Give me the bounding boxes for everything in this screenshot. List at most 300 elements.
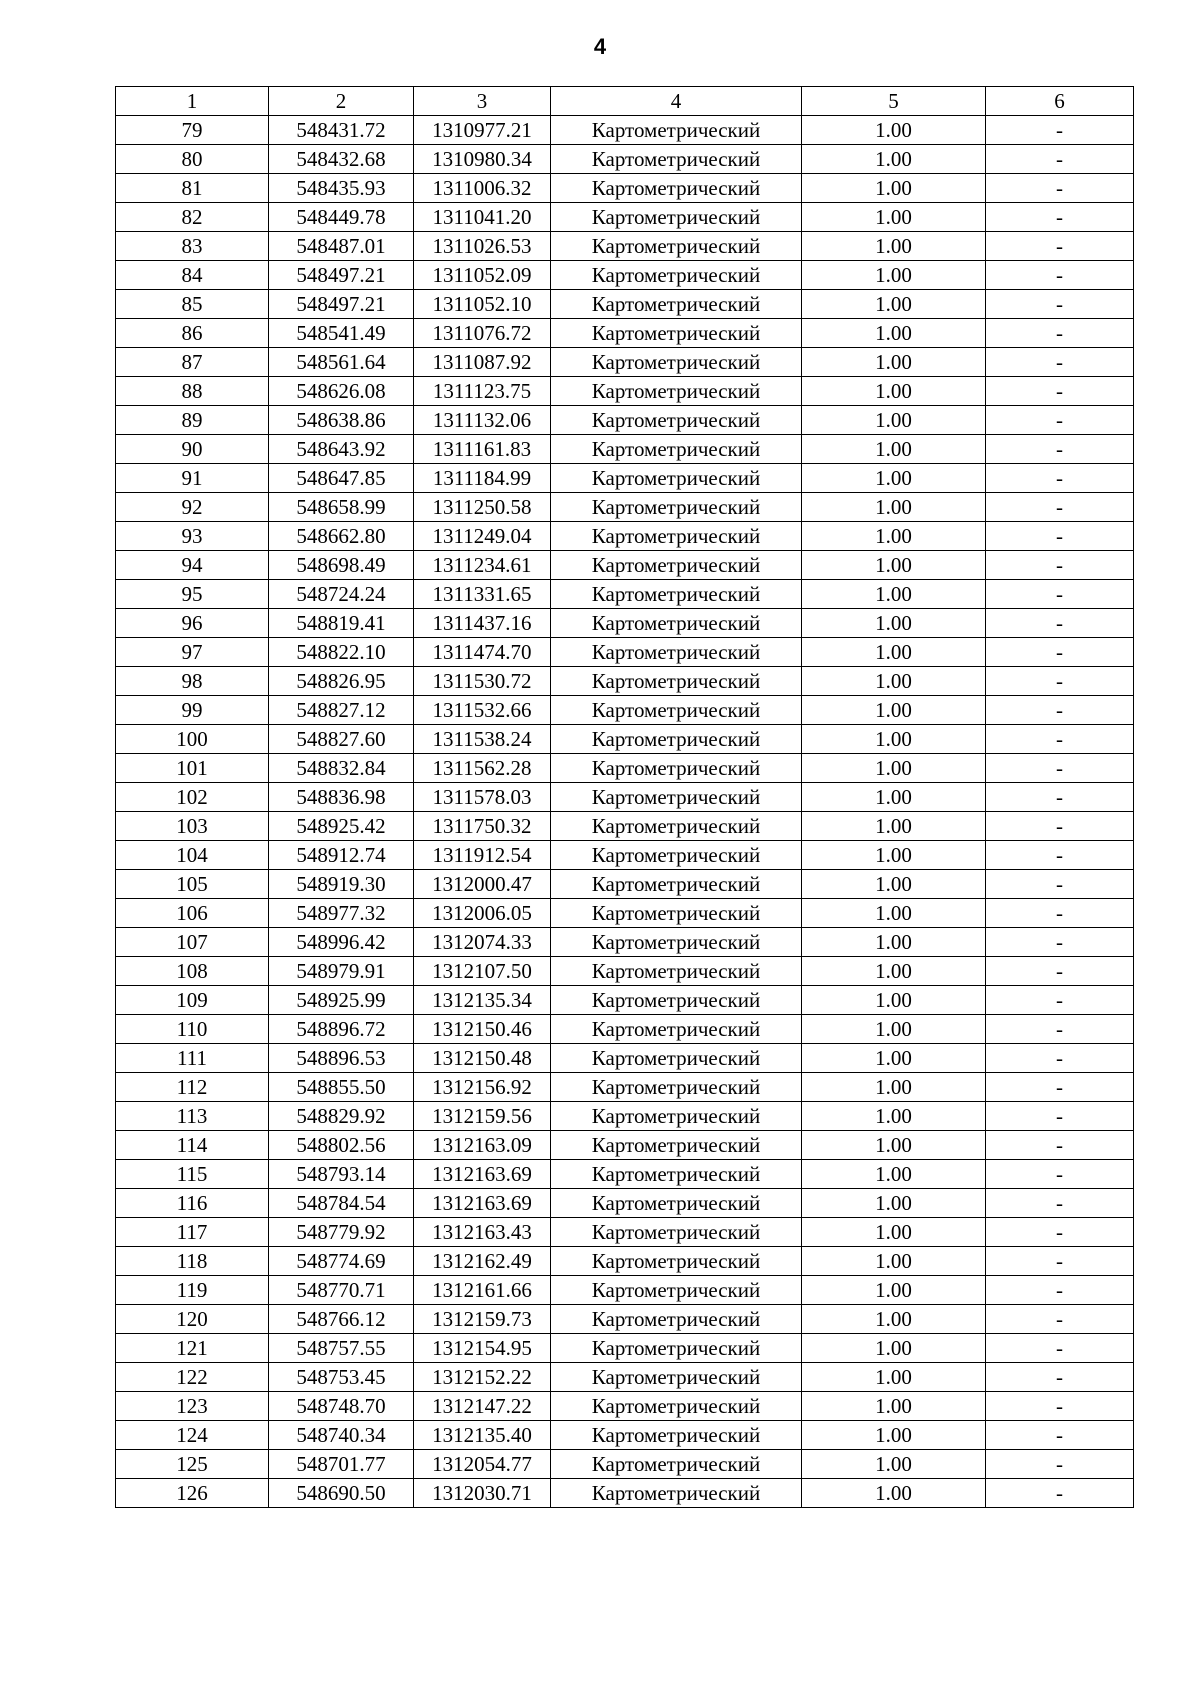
table-row xyxy=(116,319,1134,348)
table-cell: 1.00 xyxy=(802,754,986,783)
table-cell: Картометрический xyxy=(551,1392,802,1421)
table-cell: 1.00 xyxy=(802,957,986,986)
table-cell: 116 xyxy=(116,1189,269,1218)
table-cell: 1311538.24 xyxy=(414,725,551,754)
table-cell: 1312162.49 xyxy=(414,1247,551,1276)
table-cell: Картометрический xyxy=(551,841,802,870)
table-cell: Картометрический xyxy=(551,348,802,377)
table-cell: Картометрический xyxy=(551,290,802,319)
table-cell: 1311052.09 xyxy=(414,261,551,290)
table-cell: 83 xyxy=(116,232,269,261)
table-cell: - xyxy=(986,1015,1134,1044)
table-cell: 88 xyxy=(116,377,269,406)
table-row xyxy=(116,406,1134,435)
table-cell: - xyxy=(986,290,1134,319)
table-cell: 1312054.77 xyxy=(414,1450,551,1479)
column-header: 5 xyxy=(802,87,986,116)
table-row xyxy=(116,638,1134,667)
table-cell: 108 xyxy=(116,957,269,986)
column-header: 4 xyxy=(551,87,802,116)
table-row xyxy=(116,1247,1134,1276)
table-cell: 111 xyxy=(116,1044,269,1073)
table-cell: - xyxy=(986,1392,1134,1421)
table-cell: 85 xyxy=(116,290,269,319)
table-cell: 1311006.32 xyxy=(414,174,551,203)
table-row xyxy=(116,232,1134,261)
table-cell: - xyxy=(986,812,1134,841)
table-cell: 1311530.72 xyxy=(414,667,551,696)
table-cell: Картометрический xyxy=(551,870,802,899)
table-cell: 1312147.22 xyxy=(414,1392,551,1421)
table-cell: - xyxy=(986,1479,1134,1508)
table-cell: - xyxy=(986,1334,1134,1363)
table-cell: 1312163.69 xyxy=(414,1160,551,1189)
table-cell: 1312135.34 xyxy=(414,986,551,1015)
table-cell: 1311161.83 xyxy=(414,435,551,464)
table-cell: - xyxy=(986,899,1134,928)
table-row xyxy=(116,899,1134,928)
table-cell: 102 xyxy=(116,783,269,812)
table-cell: 548855.50 xyxy=(269,1073,414,1102)
table-cell: Картометрический xyxy=(551,1334,802,1363)
table-cell: 548832.84 xyxy=(269,754,414,783)
table-cell: 548979.91 xyxy=(269,957,414,986)
table-cell: - xyxy=(986,841,1134,870)
table-cell: 548896.53 xyxy=(269,1044,414,1073)
table-row xyxy=(116,1450,1134,1479)
table-cell: 94 xyxy=(116,551,269,580)
table-cell: 1.00 xyxy=(802,1305,986,1334)
table-cell: 548977.32 xyxy=(269,899,414,928)
table-cell: 1311132.06 xyxy=(414,406,551,435)
table-row xyxy=(116,725,1134,754)
table-cell: Картометрический xyxy=(551,319,802,348)
table-cell: 548766.12 xyxy=(269,1305,414,1334)
table-cell: Картометрический xyxy=(551,696,802,725)
table-cell: 548802.56 xyxy=(269,1131,414,1160)
table-row xyxy=(116,348,1134,377)
table-cell: 548757.55 xyxy=(269,1334,414,1363)
table-cell: 548431.72 xyxy=(269,116,414,145)
table-cell: 548919.30 xyxy=(269,870,414,899)
table-cell: 548912.74 xyxy=(269,841,414,870)
table-row xyxy=(116,1218,1134,1247)
table-cell: 118 xyxy=(116,1247,269,1276)
table-cell: 80 xyxy=(116,145,269,174)
table-row xyxy=(116,1479,1134,1508)
table-cell: 548793.14 xyxy=(269,1160,414,1189)
table-cell: 1.00 xyxy=(802,1247,986,1276)
table-row xyxy=(116,1102,1134,1131)
table-cell: - xyxy=(986,928,1134,957)
table-cell: - xyxy=(986,232,1134,261)
table-cell: - xyxy=(986,1102,1134,1131)
table-cell: 1312152.22 xyxy=(414,1363,551,1392)
table-cell: 104 xyxy=(116,841,269,870)
table-row xyxy=(116,1363,1134,1392)
table-row xyxy=(116,957,1134,986)
table-row xyxy=(116,261,1134,290)
table-cell: Картометрический xyxy=(551,1363,802,1392)
table-cell: Картометрический xyxy=(551,725,802,754)
table-cell: 1312163.69 xyxy=(414,1189,551,1218)
table-cell: 1312159.56 xyxy=(414,1102,551,1131)
table-cell: 548996.42 xyxy=(269,928,414,957)
table-cell: - xyxy=(986,319,1134,348)
table-row xyxy=(116,580,1134,609)
table-row xyxy=(116,783,1134,812)
table-cell: Картометрический xyxy=(551,377,802,406)
table-cell: Картометрический xyxy=(551,203,802,232)
table-row xyxy=(116,1160,1134,1189)
column-header: 1 xyxy=(116,87,269,116)
table-cell: 548449.78 xyxy=(269,203,414,232)
table-cell: 548487.01 xyxy=(269,232,414,261)
table-cell: 126 xyxy=(116,1479,269,1508)
table-cell: 1.00 xyxy=(802,928,986,957)
table-cell: 112 xyxy=(116,1073,269,1102)
table-cell: Картометрический xyxy=(551,493,802,522)
table-cell: Картометрический xyxy=(551,464,802,493)
table-row xyxy=(116,116,1134,145)
table-row xyxy=(116,1392,1134,1421)
table-cell: 548753.45 xyxy=(269,1363,414,1392)
table-cell: 1311331.65 xyxy=(414,580,551,609)
table-cell: 1.00 xyxy=(802,377,986,406)
table-cell: 548822.10 xyxy=(269,638,414,667)
table-cell: 1312000.47 xyxy=(414,870,551,899)
table-cell: 1311052.10 xyxy=(414,290,551,319)
table-row xyxy=(116,1044,1134,1073)
table-cell: - xyxy=(986,580,1134,609)
table-cell: - xyxy=(986,1305,1134,1334)
table-cell: 117 xyxy=(116,1218,269,1247)
table-cell: 1312006.05 xyxy=(414,899,551,928)
table-cell: 1311249.04 xyxy=(414,522,551,551)
table-cell: Картометрический xyxy=(551,754,802,783)
table-cell: 1311578.03 xyxy=(414,783,551,812)
table-cell: - xyxy=(986,1044,1134,1073)
table-row xyxy=(116,1131,1134,1160)
table-cell: 1312135.40 xyxy=(414,1421,551,1450)
table-cell: Картометрический xyxy=(551,1305,802,1334)
table-cell: 1311474.70 xyxy=(414,638,551,667)
table-cell: - xyxy=(986,377,1134,406)
table-cell: 96 xyxy=(116,609,269,638)
table-cell: - xyxy=(986,493,1134,522)
table-cell: - xyxy=(986,1160,1134,1189)
table-cell: 548779.92 xyxy=(269,1218,414,1247)
table-cell: 1312150.48 xyxy=(414,1044,551,1073)
table-cell: Картометрический xyxy=(551,580,802,609)
table-cell: 548784.54 xyxy=(269,1189,414,1218)
table-cell: 1.00 xyxy=(802,1044,986,1073)
table-cell: 1.00 xyxy=(802,406,986,435)
table-row xyxy=(116,841,1134,870)
column-header: 6 xyxy=(986,87,1134,116)
table-cell: 548836.98 xyxy=(269,783,414,812)
table-cell: 1311912.54 xyxy=(414,841,551,870)
table-cell: - xyxy=(986,783,1134,812)
table-cell: 548541.49 xyxy=(269,319,414,348)
table-cell: Картометрический xyxy=(551,1102,802,1131)
table-cell: 91 xyxy=(116,464,269,493)
column-header: 3 xyxy=(414,87,551,116)
table-row xyxy=(116,551,1134,580)
table-cell: - xyxy=(986,116,1134,145)
table-cell: Картометрический xyxy=(551,986,802,1015)
table-row xyxy=(116,754,1134,783)
table-cell: Картометрический xyxy=(551,957,802,986)
table-cell: 1.00 xyxy=(802,145,986,174)
table-cell: - xyxy=(986,1218,1134,1247)
table-cell: 1312107.50 xyxy=(414,957,551,986)
table-cell: Картометрический xyxy=(551,1218,802,1247)
table-cell: - xyxy=(986,1421,1134,1450)
table-cell: 97 xyxy=(116,638,269,667)
table-cell: Картометрический xyxy=(551,1160,802,1189)
table-cell: Картометрический xyxy=(551,638,802,667)
table-cell: 98 xyxy=(116,667,269,696)
table-cell: Картометрический xyxy=(551,261,802,290)
table-cell: 1.00 xyxy=(802,290,986,319)
table-row xyxy=(116,870,1134,899)
table-cell: 1312074.33 xyxy=(414,928,551,957)
table-cell: 548435.93 xyxy=(269,174,414,203)
table-cell: 1.00 xyxy=(802,174,986,203)
table-cell: 101 xyxy=(116,754,269,783)
table-cell: 1.00 xyxy=(802,1479,986,1508)
table-cell: 1.00 xyxy=(802,986,986,1015)
table-cell: - xyxy=(986,551,1134,580)
table-cell: - xyxy=(986,1073,1134,1102)
table-cell: 1.00 xyxy=(802,580,986,609)
table-cell: - xyxy=(986,348,1134,377)
table-cell: 81 xyxy=(116,174,269,203)
table-cell: - xyxy=(986,1189,1134,1218)
table-cell: 119 xyxy=(116,1276,269,1305)
table-cell: 1.00 xyxy=(802,1276,986,1305)
table-cell: 86 xyxy=(116,319,269,348)
table-cell: 548748.70 xyxy=(269,1392,414,1421)
table-cell: - xyxy=(986,667,1134,696)
table-cell: 548647.85 xyxy=(269,464,414,493)
table-cell: 548774.69 xyxy=(269,1247,414,1276)
table-cell: Картометрический xyxy=(551,145,802,174)
table-cell: - xyxy=(986,1276,1134,1305)
table-cell: 107 xyxy=(116,928,269,957)
table-cell: 1311250.58 xyxy=(414,493,551,522)
table-body xyxy=(116,116,1134,1508)
table-cell: - xyxy=(986,435,1134,464)
column-header: 2 xyxy=(269,87,414,116)
table-cell: Картометрический xyxy=(551,899,802,928)
table-cell: 1310977.21 xyxy=(414,116,551,145)
table-cell: 1312161.66 xyxy=(414,1276,551,1305)
table-cell: Картометрический xyxy=(551,435,802,464)
table-row xyxy=(116,377,1134,406)
table-row xyxy=(116,1189,1134,1218)
table-cell: 1312163.09 xyxy=(414,1131,551,1160)
table-cell: 1.00 xyxy=(802,493,986,522)
table-cell: Картометрический xyxy=(551,1247,802,1276)
table-header-row xyxy=(116,87,1134,116)
table-cell: 1311234.61 xyxy=(414,551,551,580)
table-cell: 548724.24 xyxy=(269,580,414,609)
table-row xyxy=(116,493,1134,522)
table-cell: 92 xyxy=(116,493,269,522)
table-cell: 1.00 xyxy=(802,1450,986,1479)
table-cell: 95 xyxy=(116,580,269,609)
table-cell: 1311076.72 xyxy=(414,319,551,348)
table-cell: 1.00 xyxy=(802,812,986,841)
table-cell: 82 xyxy=(116,203,269,232)
table-cell: 115 xyxy=(116,1160,269,1189)
table-cell: 1.00 xyxy=(802,1363,986,1392)
table-cell: 1311437.16 xyxy=(414,609,551,638)
table-cell: 1.00 xyxy=(802,551,986,580)
table-cell: 1.00 xyxy=(802,1218,986,1247)
table-cell: 1311750.32 xyxy=(414,812,551,841)
table-cell: 1.00 xyxy=(802,203,986,232)
table-cell: 1311562.28 xyxy=(414,754,551,783)
table-cell: 1.00 xyxy=(802,1189,986,1218)
table-cell: 548770.71 xyxy=(269,1276,414,1305)
table-cell: 1.00 xyxy=(802,1015,986,1044)
table-cell: Картометрический xyxy=(551,1044,802,1073)
table-cell: 1.00 xyxy=(802,1421,986,1450)
table-cell: Картометрический xyxy=(551,1073,802,1102)
table-cell: 1312163.43 xyxy=(414,1218,551,1247)
table-cell: 113 xyxy=(116,1102,269,1131)
table-row xyxy=(116,145,1134,174)
table-cell: 84 xyxy=(116,261,269,290)
table-row xyxy=(116,1276,1134,1305)
table-cell: Картометрический xyxy=(551,522,802,551)
table-cell: 120 xyxy=(116,1305,269,1334)
table-cell: 106 xyxy=(116,899,269,928)
table-row xyxy=(116,609,1134,638)
table-row xyxy=(116,1421,1134,1450)
table-cell: 1.00 xyxy=(802,522,986,551)
table-cell: Картометрический xyxy=(551,1450,802,1479)
table-cell: 1.00 xyxy=(802,609,986,638)
table-cell: 1312154.95 xyxy=(414,1334,551,1363)
table-cell: 1.00 xyxy=(802,1073,986,1102)
table-cell: - xyxy=(986,406,1134,435)
table-cell: 122 xyxy=(116,1363,269,1392)
table-cell: 1.00 xyxy=(802,725,986,754)
table-row xyxy=(116,812,1134,841)
table-cell: 548826.95 xyxy=(269,667,414,696)
table-cell: 548896.72 xyxy=(269,1015,414,1044)
table-row xyxy=(116,435,1134,464)
table-cell: 109 xyxy=(116,986,269,1015)
table-cell: 105 xyxy=(116,870,269,899)
table-cell: - xyxy=(986,261,1134,290)
table-cell: 1311026.53 xyxy=(414,232,551,261)
table-cell: 548643.92 xyxy=(269,435,414,464)
table-row xyxy=(116,1015,1134,1044)
table-cell: Картометрический xyxy=(551,667,802,696)
table-cell: Картометрический xyxy=(551,1479,802,1508)
table-cell: 124 xyxy=(116,1421,269,1450)
table-row xyxy=(116,464,1134,493)
table-row xyxy=(116,1073,1134,1102)
table-cell: 548829.92 xyxy=(269,1102,414,1131)
table-cell: 1311123.75 xyxy=(414,377,551,406)
table-cell: 1.00 xyxy=(802,435,986,464)
table-cell: 548827.12 xyxy=(269,696,414,725)
table-cell: - xyxy=(986,1247,1134,1276)
table-cell: 1.00 xyxy=(802,841,986,870)
table-cell: 1.00 xyxy=(802,464,986,493)
table-cell: 1311041.20 xyxy=(414,203,551,232)
table-cell: 1.00 xyxy=(802,899,986,928)
table-cell: Картометрический xyxy=(551,609,802,638)
table-cell: - xyxy=(986,1450,1134,1479)
table-cell: 125 xyxy=(116,1450,269,1479)
table-cell: 1.00 xyxy=(802,638,986,667)
table-cell: 548740.34 xyxy=(269,1421,414,1450)
table-row xyxy=(116,986,1134,1015)
table-cell: - xyxy=(986,957,1134,986)
table-cell: 1.00 xyxy=(802,232,986,261)
table-cell: 548701.77 xyxy=(269,1450,414,1479)
table-cell: 1312159.73 xyxy=(414,1305,551,1334)
table-cell: 99 xyxy=(116,696,269,725)
table-cell: 548690.50 xyxy=(269,1479,414,1508)
table-row xyxy=(116,1334,1134,1363)
table-cell: 1.00 xyxy=(802,1131,986,1160)
table-cell: Картометрический xyxy=(551,232,802,261)
table-cell: 1.00 xyxy=(802,261,986,290)
table-row xyxy=(116,174,1134,203)
table-row xyxy=(116,928,1134,957)
table-cell: 123 xyxy=(116,1392,269,1421)
table-cell: - xyxy=(986,609,1134,638)
table-cell: 1.00 xyxy=(802,1392,986,1421)
table-row xyxy=(116,1305,1134,1334)
table-cell: Картометрический xyxy=(551,783,802,812)
table-cell: - xyxy=(986,725,1134,754)
table-cell: 548925.42 xyxy=(269,812,414,841)
table-row xyxy=(116,203,1134,232)
table-cell: Картометрический xyxy=(551,1189,802,1218)
table-cell: - xyxy=(986,870,1134,899)
table-cell: 548827.60 xyxy=(269,725,414,754)
table-cell: 548698.49 xyxy=(269,551,414,580)
table-row xyxy=(116,522,1134,551)
table-cell: - xyxy=(986,1363,1134,1392)
table-cell: 548925.99 xyxy=(269,986,414,1015)
table-cell: 1311532.66 xyxy=(414,696,551,725)
table-cell: Картометрический xyxy=(551,812,802,841)
table-cell: Картометрический xyxy=(551,1421,802,1450)
table-cell: Картометрический xyxy=(551,928,802,957)
table-cell: - xyxy=(986,174,1134,203)
table-cell: Картометрический xyxy=(551,116,802,145)
table-cell: 548819.41 xyxy=(269,609,414,638)
table-cell: Картометрический xyxy=(551,1276,802,1305)
table-cell: 89 xyxy=(116,406,269,435)
table-cell: 93 xyxy=(116,522,269,551)
table-cell: - xyxy=(986,522,1134,551)
table-cell: - xyxy=(986,986,1134,1015)
table-cell: 90 xyxy=(116,435,269,464)
table-row xyxy=(116,667,1134,696)
table-row xyxy=(116,696,1134,725)
